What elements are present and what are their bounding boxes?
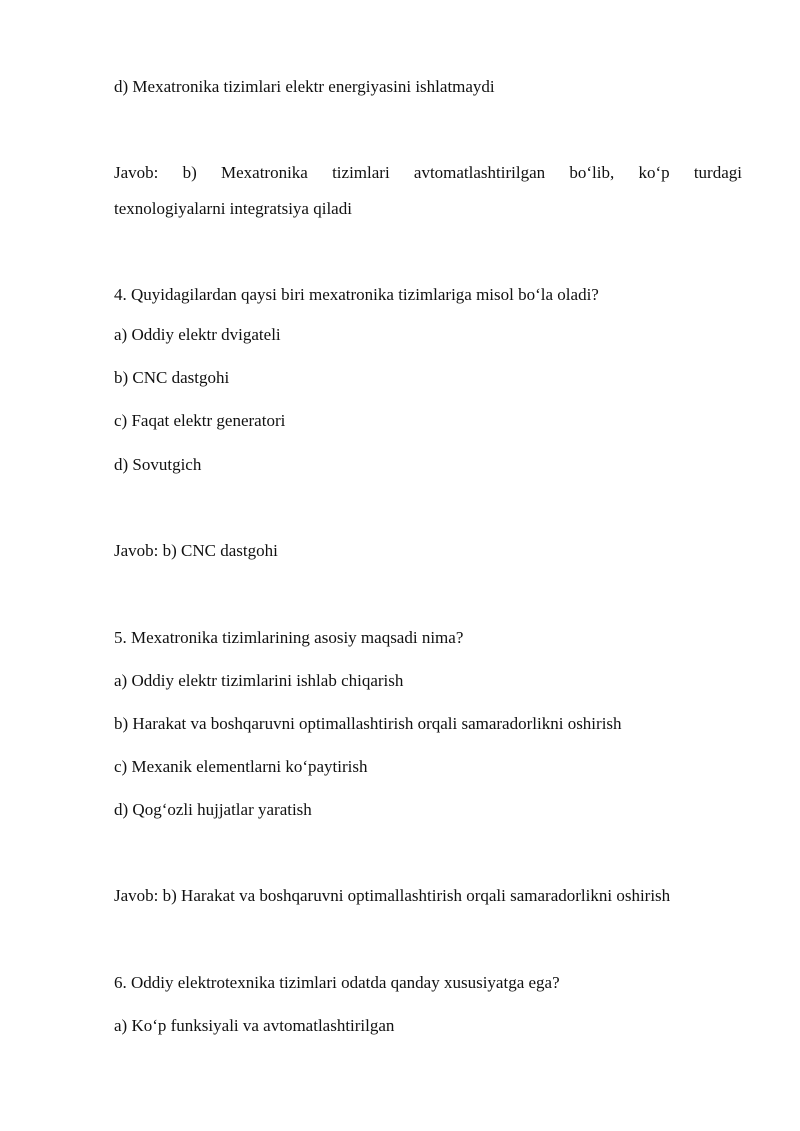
q4-question: 4. Quyidagilardan qaysi biri mexatronika tizimlariga misol bo‘la oladi? xyxy=(114,285,599,304)
q3-answer-line-1: Javob: b) Mexatronika tizimlari avtomatlashtirilgan bo‘lib, ko‘p turdagi xyxy=(114,163,742,182)
q4-option-d: d) Sovutgich xyxy=(114,455,202,474)
q5-option-d: d) Qog‘ozli hujjatlar yaratish xyxy=(114,800,312,819)
q6-question: 6. Oddiy elektrotexnika tizimlari odatda qanday xususiyatga ega? xyxy=(114,973,560,992)
q5-option-a: a) Oddiy elektr tizimlarini ishlab chiqarish xyxy=(114,671,404,690)
q3-option-d: d) Mexatronika tizimlari elektr energiyasini ishlatmaydi xyxy=(114,77,495,96)
q4-option-b: b) CNC dastgohi xyxy=(114,368,230,387)
q5-answer: Javob: b) Harakat va boshqaruvni optimallashtirish orqali samaradorlikni oshirish xyxy=(114,886,671,905)
q3-answer-line-2: texnologiyalarni integratsiya qiladi xyxy=(114,199,352,218)
q5-question: 5. Mexatronika tizimlarining asosiy maqsadi nima? xyxy=(114,628,464,647)
q4-answer: Javob: b) CNC dastgohi xyxy=(114,541,278,560)
q5-option-b: b) Harakat va boshqaruvni optimallashtirish orqali samaradorlikni oshirish xyxy=(114,714,622,733)
q6-option-a: a) Ko‘p funksiyali va avtomatlashtirilgan xyxy=(114,1016,395,1035)
q4-option-c: c) Faqat elektr generatori xyxy=(114,411,286,430)
q5-option-c: c) Mexanik elementlarni ko‘paytirish xyxy=(114,757,368,776)
q4-option-a: a) Oddiy elektr dvigateli xyxy=(114,325,281,344)
